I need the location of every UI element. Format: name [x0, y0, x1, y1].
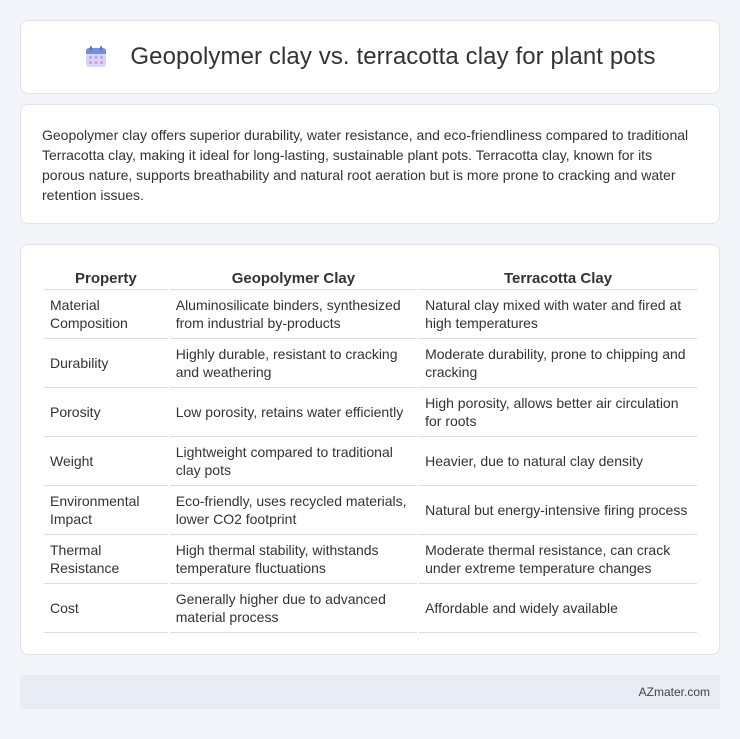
- footer-brand: AZmater.com: [638, 685, 710, 699]
- comparison-table-card: [20, 244, 720, 655]
- terracotta-cell: Moderate thermal resistance, can crack under extreme temperature changes: [419, 535, 697, 584]
- geopolymer-cell: Highly durable, resistant to cracking and weathering: [170, 339, 417, 388]
- table-row: [44, 437, 697, 486]
- terracotta-cell: Heavier, due to natural clay density: [419, 437, 697, 486]
- summary-card: [20, 104, 720, 224]
- table-row: [44, 584, 697, 633]
- geopolymer-cell: Eco-friendly, uses recycled materials, lower CO2 footprint: [170, 486, 417, 535]
- property-cell: Material Composition: [44, 290, 168, 339]
- table-header-row: [44, 265, 697, 290]
- terracotta-cell: Natural but energy-intensive firing process: [419, 486, 697, 535]
- page-title: Geopolymer clay vs. terracotta clay for plant pots: [130, 43, 656, 70]
- title-card: [20, 20, 720, 94]
- header-property: Property: [44, 265, 168, 290]
- table-row: [44, 339, 697, 388]
- comparison-table: [42, 265, 699, 633]
- table-row: [44, 535, 697, 584]
- property-cell: Porosity: [44, 388, 168, 437]
- terracotta-cell: High porosity, allows better air circulation for roots: [419, 388, 697, 437]
- property-cell: Thermal Resistance: [44, 535, 168, 584]
- property-cell: Weight: [44, 437, 168, 486]
- geopolymer-cell: Generally higher due to advanced material process: [170, 584, 417, 633]
- geopolymer-cell: Lightweight compared to traditional clay pots: [170, 437, 417, 486]
- header-geopolymer-clay: Geopolymer Clay: [170, 265, 417, 290]
- geopolymer-cell: Aluminosilicate binders, synthesized from industrial by-products: [170, 290, 417, 339]
- table-row: [44, 290, 697, 339]
- geopolymer-cell: Low porosity, retains water efficiently: [170, 388, 417, 437]
- property-cell: Durability: [44, 339, 168, 388]
- footer: [20, 675, 720, 709]
- calendar-icon: [84, 45, 108, 69]
- property-cell: Cost: [44, 584, 168, 633]
- header-terracotta-clay: Terracotta Clay: [419, 265, 697, 290]
- summary-text: Geopolymer clay offers superior durability, water resistance, and eco-friendliness compared to traditional Terracotta clay, making it ideal for long-lasting, sustainable plant pots. Terracotta clay, known for its porous nature, supports breathability and natural root aeration but is more prone to cracking and water retention issues.: [42, 127, 689, 203]
- property-cell: Environmental Impact: [44, 486, 168, 535]
- geopolymer-cell: High thermal stability, withstands temperature fluctuations: [170, 535, 417, 584]
- terracotta-cell: Moderate durability, prone to chipping and cracking: [419, 339, 697, 388]
- table-row: [44, 486, 697, 535]
- terracotta-cell: Natural clay mixed with water and fired at high temperatures: [419, 290, 697, 339]
- terracotta-cell: Affordable and widely available: [419, 584, 697, 633]
- table-row: [44, 388, 697, 437]
